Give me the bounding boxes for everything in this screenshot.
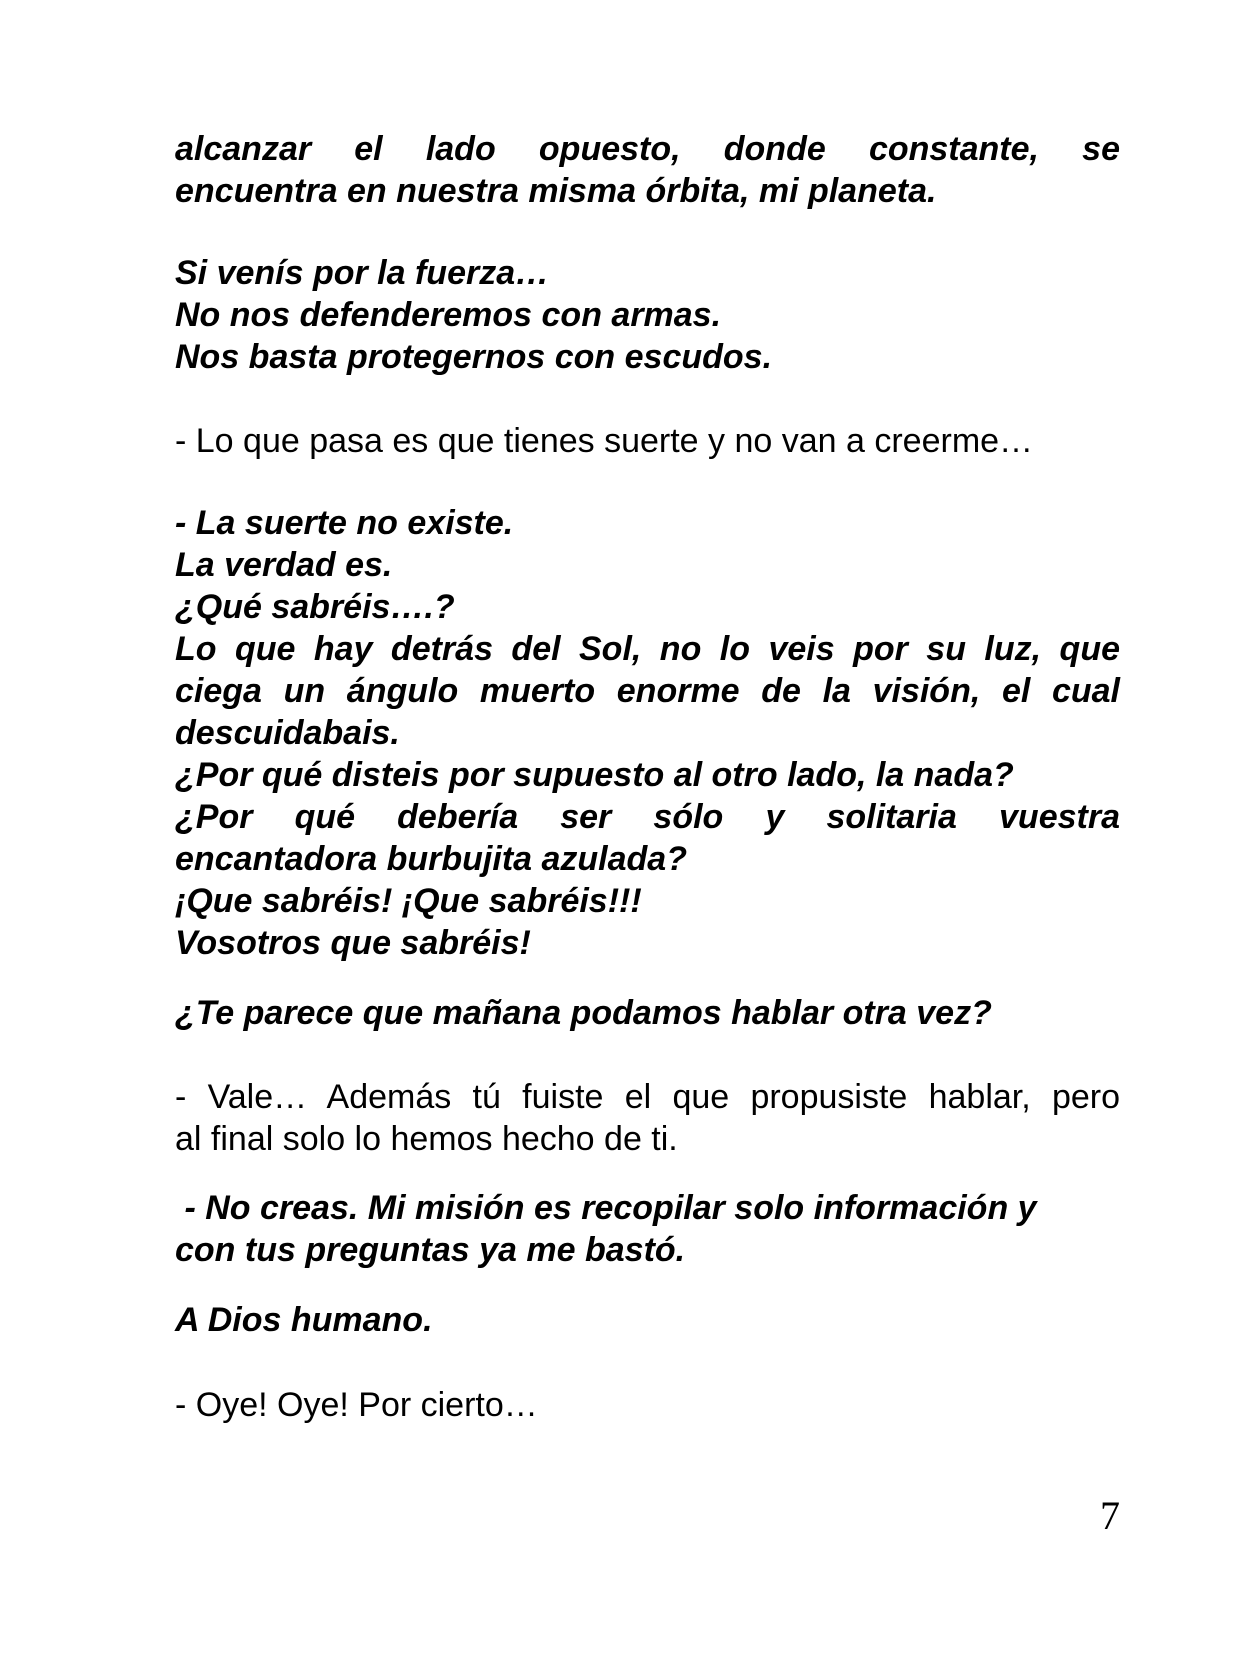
text-line: Vosotros que sabréis! bbox=[175, 924, 531, 962]
paragraph bbox=[175, 1299, 1120, 1341]
text-line: ¿Te parece que mañana podamos hablar otra vez? bbox=[175, 994, 992, 1032]
text-line: alcanzar el lado opuesto, donde constante, se bbox=[175, 130, 1120, 168]
paragraph bbox=[175, 1187, 1120, 1271]
paragraph bbox=[175, 502, 1120, 964]
text-line: - La suerte no existe. bbox=[175, 504, 514, 542]
text-line: La verdad es. bbox=[175, 546, 393, 584]
text-line: Lo que hay detrás del Sol, no lo veis por su luz, que bbox=[175, 630, 1120, 668]
text-line: ¿Qué sabréis….? bbox=[175, 588, 455, 626]
paragraph bbox=[175, 420, 1120, 462]
text-line: ciega un ángulo muerto enorme de la visión, el cual bbox=[175, 672, 1120, 710]
text-line: Si venís por la fuerza… bbox=[175, 254, 550, 292]
paragraph bbox=[175, 1384, 1120, 1426]
text-line: al final solo lo hemos hecho de ti. bbox=[175, 1120, 678, 1158]
page-number: 7 bbox=[1100, 1493, 1120, 1538]
text-line: A Dios humano. bbox=[175, 1301, 433, 1339]
text-line: ¿Por qué debería ser sólo y solitaria vuestra bbox=[175, 798, 1120, 836]
text-line: Nos basta protegernos con escudos. bbox=[175, 338, 773, 376]
text-line: - Lo que pasa es que tienes suerte y no van a creerme… bbox=[175, 422, 1034, 460]
paragraph bbox=[175, 1076, 1120, 1160]
text-line: descuidabais. bbox=[175, 714, 400, 752]
paragraph bbox=[175, 128, 1120, 212]
text-line: - No creas. Mi misión es recopilar solo información y bbox=[175, 1189, 1037, 1227]
text-line: - Oye! Oye! Por cierto… bbox=[175, 1386, 538, 1424]
text-line: No nos defenderemos con armas. bbox=[175, 296, 722, 334]
paragraph bbox=[175, 992, 1120, 1034]
text-line: encuentra en nuestra misma órbita, mi planeta. bbox=[175, 172, 937, 210]
text-line: ¿Por qué disteis por supuesto al otro lado, la nada? bbox=[175, 756, 1014, 794]
text-line: - Vale… Además tú fuiste el que propusiste hablar, pero bbox=[175, 1078, 1120, 1116]
paragraph bbox=[175, 252, 1120, 378]
text-line: encantadora burbujita azulada? bbox=[175, 840, 687, 878]
text-line: ¡Que sabréis! ¡Que sabréis!!! bbox=[175, 882, 642, 920]
text-line: con tus preguntas ya me bastó. bbox=[175, 1231, 686, 1269]
